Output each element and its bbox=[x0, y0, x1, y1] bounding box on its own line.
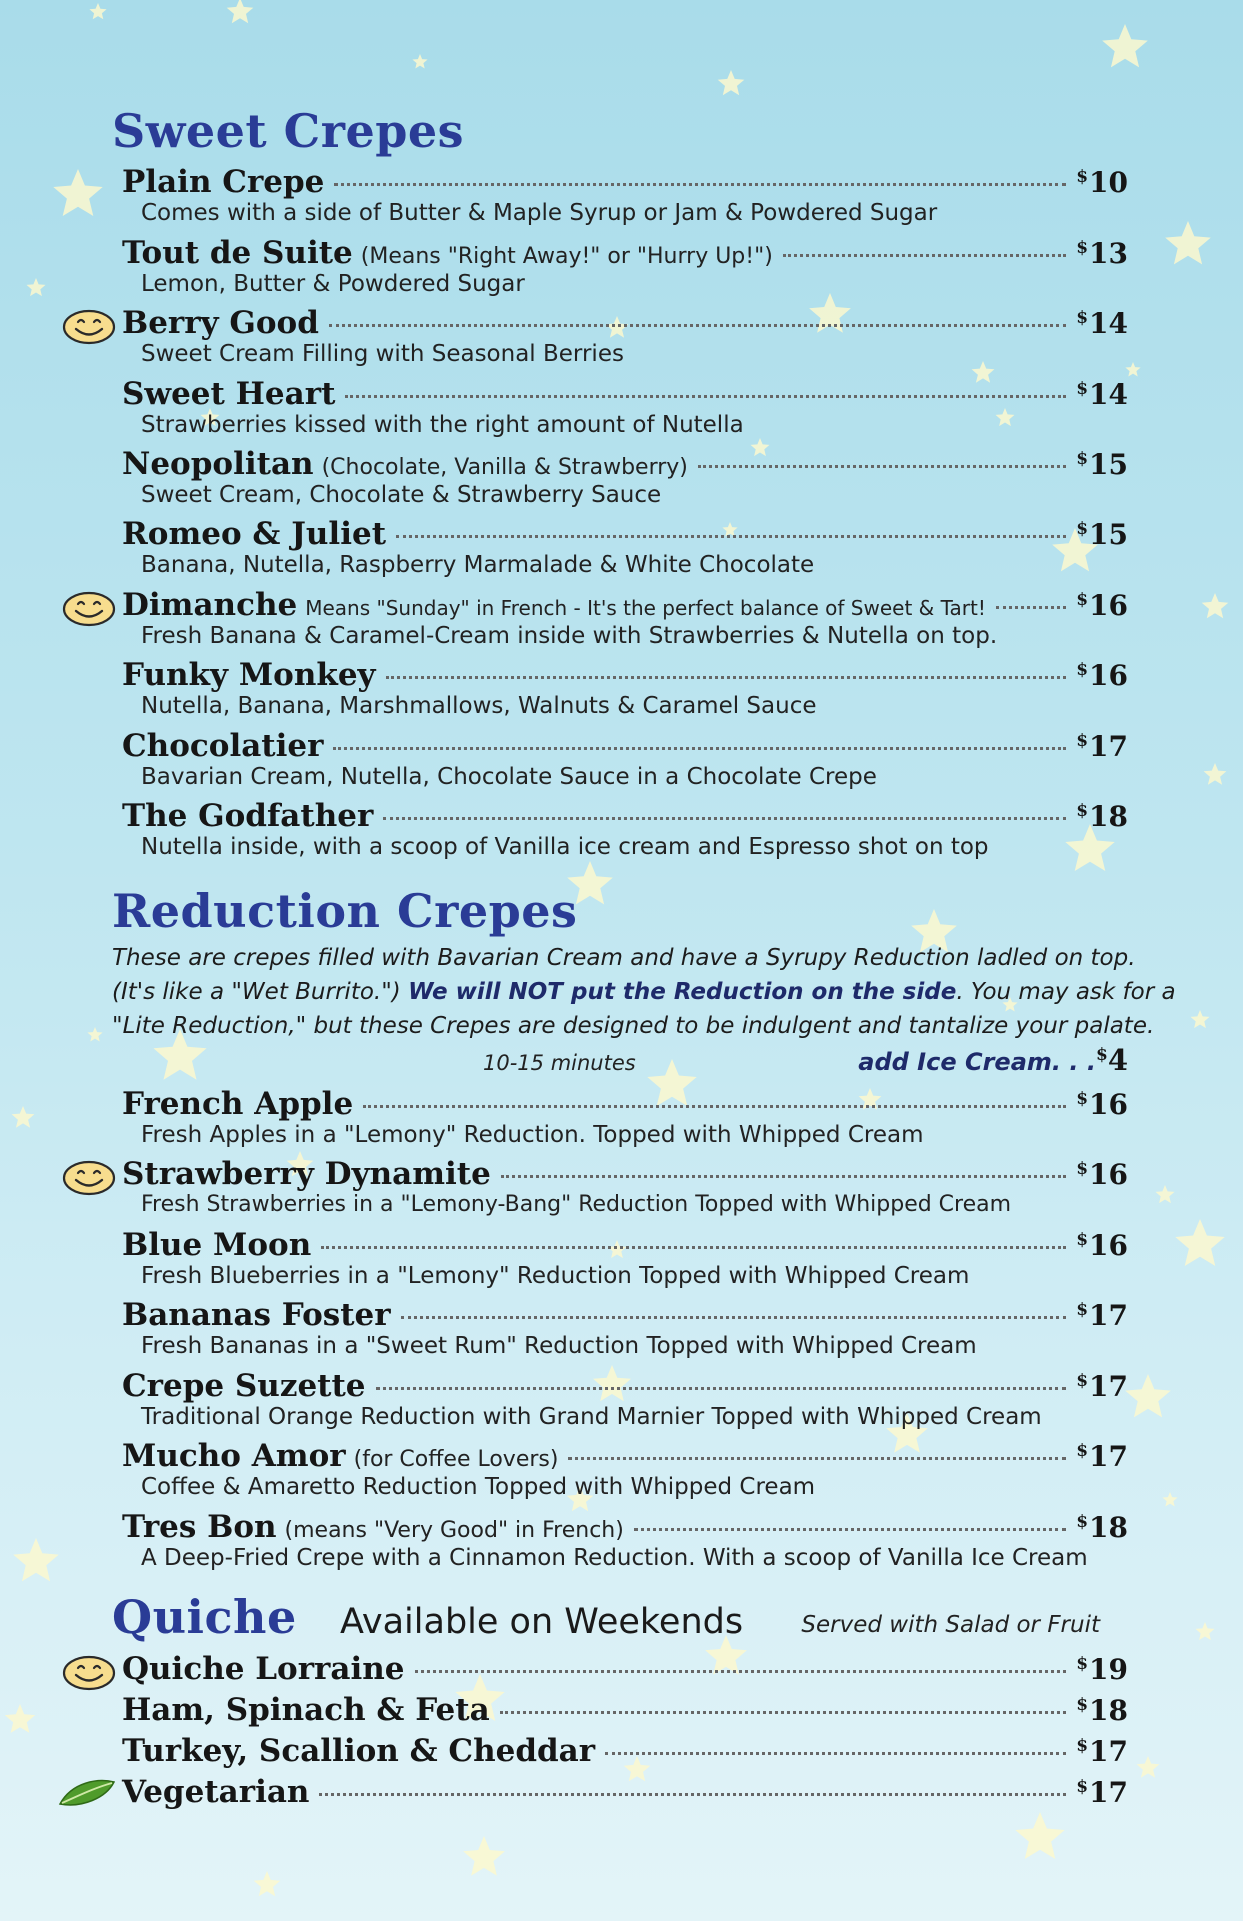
item-price: $15 bbox=[1076, 448, 1128, 481]
item-name: Sweet Heart bbox=[122, 376, 336, 412]
item-name: Bananas Foster bbox=[122, 1297, 391, 1333]
dot-leader bbox=[401, 1316, 1067, 1319]
item-description: Fresh Apples in a "Lemony" Reduction. Topped with Whipped Cream bbox=[141, 1122, 924, 1148]
item-note: (for Coffee Lovers) bbox=[353, 1447, 559, 1472]
item-name: Strawberry Dynamite bbox=[122, 1156, 491, 1192]
menu-item bbox=[122, 516, 1128, 578]
item-description: Lemon, Butter & Powdered Sugar bbox=[141, 271, 525, 297]
item-name: Neopolitan bbox=[122, 446, 314, 482]
menu-item bbox=[122, 446, 1128, 508]
item-price: $19 bbox=[1076, 1653, 1128, 1686]
dot-leader bbox=[334, 183, 1066, 186]
item-price: $13 bbox=[1076, 237, 1128, 270]
item-description: Traditional Orange Reduction with Grand Marnier Topped with Whipped Cream bbox=[141, 1404, 1042, 1430]
item-description: Nutella, Banana, Marshmallows, Walnuts & Caramel Sauce bbox=[141, 693, 817, 719]
item-description: Fresh Banana & Caramel-Cream inside with Strawberries & Nutella on top. bbox=[141, 623, 998, 649]
item-price: $17 bbox=[1076, 1776, 1128, 1809]
menu-item bbox=[122, 1227, 1128, 1289]
menu-item bbox=[122, 1086, 1128, 1148]
item-note: (Chocolate, Vanilla & Strawberry) bbox=[321, 455, 688, 480]
menu-item bbox=[122, 1438, 1128, 1500]
intro-line: These are crepes filled with Bavarian Cream and have a Syrupy Reduction ladled on top. bbox=[112, 945, 1136, 971]
reduction-intro bbox=[112, 941, 1176, 1043]
menu-item bbox=[122, 1509, 1128, 1571]
item-name: The Godfather bbox=[122, 798, 374, 834]
menu-item bbox=[122, 657, 1128, 719]
item-price: $16 bbox=[1076, 1158, 1128, 1191]
item-name: Vegetarian bbox=[122, 1774, 310, 1810]
dot-leader bbox=[363, 1105, 1066, 1108]
item-price: $16 bbox=[1076, 659, 1128, 692]
item-note: (Means "Right Away!" or "Hurry Up!") bbox=[360, 244, 773, 269]
item-description: Coffee & Amaretto Reduction Topped with Whipped Cream bbox=[141, 1474, 816, 1500]
item-name: Romeo & Juliet bbox=[122, 516, 387, 552]
item-description: Fresh Blueberries in a "Lemony" Reduction Topped with Whipped Cream bbox=[141, 1263, 970, 1289]
item-name: Mucho Amor bbox=[122, 1438, 346, 1474]
quiche-served-with: Served with Salad or Fruit bbox=[801, 1612, 1100, 1638]
item-name: French Apple bbox=[122, 1086, 354, 1122]
dot-leader bbox=[329, 324, 1066, 327]
dot-leader bbox=[333, 747, 1066, 750]
dot-leader bbox=[501, 1175, 1066, 1178]
item-note: Means "Sunday" in French - It's the perfect balance of Sweet & Tart! bbox=[305, 596, 986, 620]
dot-leader bbox=[500, 1711, 1067, 1714]
item-price: $17 bbox=[1076, 1370, 1128, 1403]
dot-leader bbox=[376, 1387, 1067, 1390]
item-name: Funky Monkey bbox=[122, 657, 376, 693]
item-name: Chocolatier bbox=[122, 728, 324, 764]
smiley-face-icon bbox=[62, 591, 116, 627]
item-name: Berry Good bbox=[122, 305, 319, 341]
smiley-face-icon bbox=[62, 1160, 116, 1196]
item-name: Ham, Spinach & Feta bbox=[122, 1692, 490, 1728]
dot-leader bbox=[605, 1752, 1066, 1755]
item-name: Turkey, Scallion & Cheddar bbox=[122, 1733, 596, 1769]
item-price: $16 bbox=[1076, 1229, 1128, 1262]
item-price: $18 bbox=[1076, 1694, 1128, 1727]
smiley-face-icon bbox=[62, 309, 116, 345]
item-price: $17 bbox=[1076, 730, 1128, 763]
item-description: Bavarian Cream, Nutella, Chocolate Sauce in a Chocolate Crepe bbox=[141, 764, 877, 790]
item-description: Fresh Bananas in a "Sweet Rum" Reduction Topped with Whipped Cream bbox=[141, 1333, 977, 1359]
item-description: Sweet Cream, Chocolate & Strawberry Sauce bbox=[141, 482, 662, 508]
item-description: Banana, Nutella, Raspberry Marmalade & White Chocolate bbox=[141, 552, 815, 578]
dot-leader bbox=[634, 1528, 1066, 1531]
item-description: Comes with a side of Butter & Maple Syrup or Jam & Powdered Sugar bbox=[141, 200, 938, 226]
prep-time: 10-15 minutes bbox=[483, 1051, 636, 1075]
add-ice-cream: add Ice Cream. . .$4 bbox=[858, 1043, 1128, 1077]
item-name: Crepe Suzette bbox=[122, 1368, 366, 1404]
item-price: $10 bbox=[1076, 166, 1128, 199]
dot-leader bbox=[698, 465, 1066, 468]
item-description: Strawberries kissed with the right amount of Nutella bbox=[141, 412, 744, 438]
item-name: Tout de Suite bbox=[122, 235, 353, 271]
intro-emphasis: We will NOT put the Reduction on the side bbox=[408, 979, 957, 1005]
item-name: Dimanche bbox=[122, 587, 298, 623]
item-name: Quiche Lorraine bbox=[122, 1651, 405, 1687]
item-price: $17 bbox=[1076, 1299, 1128, 1332]
item-name: Plain Crepe bbox=[122, 164, 325, 200]
item-price: $15 bbox=[1076, 518, 1128, 551]
item-price: $18 bbox=[1076, 800, 1128, 833]
dot-leader bbox=[415, 1670, 1067, 1673]
menu-item bbox=[122, 164, 1128, 226]
section-title-reduction-crepes: Reduction Crepes bbox=[112, 884, 578, 938]
menu-item bbox=[122, 587, 1128, 649]
menu-item bbox=[122, 798, 1128, 860]
dot-leader bbox=[568, 1457, 1066, 1460]
item-name: Tres Bon bbox=[122, 1509, 277, 1545]
item-price: $16 bbox=[1076, 1088, 1128, 1121]
menu-item bbox=[122, 1297, 1128, 1359]
item-price: $14 bbox=[1076, 378, 1128, 411]
menu-item bbox=[122, 1733, 1128, 1773]
intro-line: "Lite Reduction," but these Crepes are designed to be indulgent and tantalize your palate. bbox=[112, 1013, 1155, 1039]
menu-item bbox=[122, 728, 1128, 790]
menu-item bbox=[122, 1156, 1128, 1217]
leaf-icon bbox=[58, 1778, 116, 1808]
dot-leader bbox=[386, 676, 1067, 679]
smiley-face-icon bbox=[62, 1655, 116, 1691]
menu-item bbox=[122, 1774, 1128, 1814]
item-price: $18 bbox=[1076, 1511, 1128, 1544]
menu-item bbox=[122, 235, 1128, 297]
item-name: Blue Moon bbox=[122, 1227, 312, 1263]
dot-leader bbox=[996, 606, 1066, 609]
menu-item bbox=[122, 376, 1128, 438]
item-price: $17 bbox=[1076, 1440, 1128, 1473]
menu-item bbox=[122, 1651, 1128, 1691]
menu-item bbox=[122, 1692, 1128, 1732]
item-price: $14 bbox=[1076, 307, 1128, 340]
menu-item bbox=[122, 305, 1128, 367]
menu-item bbox=[122, 1368, 1128, 1430]
dot-leader bbox=[396, 535, 1066, 538]
section-title-sweet-crepes: Sweet Crepes bbox=[112, 104, 465, 158]
quiche-availability: Available on Weekends bbox=[340, 1602, 744, 1642]
dot-leader bbox=[383, 817, 1066, 820]
dot-leader bbox=[783, 254, 1066, 257]
dot-leader bbox=[321, 1246, 1066, 1249]
item-description: Nutella inside, with a scoop of Vanilla ice cream and Espresso shot on top bbox=[141, 834, 989, 860]
dot-leader bbox=[345, 395, 1066, 398]
item-price: $16 bbox=[1076, 589, 1128, 622]
section-title-quiche: Quiche bbox=[112, 1590, 297, 1644]
item-description: Sweet Cream Filling with Seasonal Berries bbox=[141, 341, 624, 367]
intro-line: (It's like a "Wet Burrito.") We will NOT put the Reduction on the side. You may ask for a bbox=[112, 979, 1176, 1005]
item-price: $17 bbox=[1076, 1735, 1128, 1768]
item-description: Fresh Strawberries in a "Lemony-Bang" Reduction Topped with Whipped Cream bbox=[141, 1192, 1012, 1217]
item-description: A Deep-Fried Crepe with a Cinnamon Reduction. With a scoop of Vanilla Ice Cream bbox=[141, 1545, 1088, 1571]
item-note: (means "Very Good" in French) bbox=[284, 1518, 624, 1543]
dot-leader bbox=[319, 1793, 1066, 1796]
